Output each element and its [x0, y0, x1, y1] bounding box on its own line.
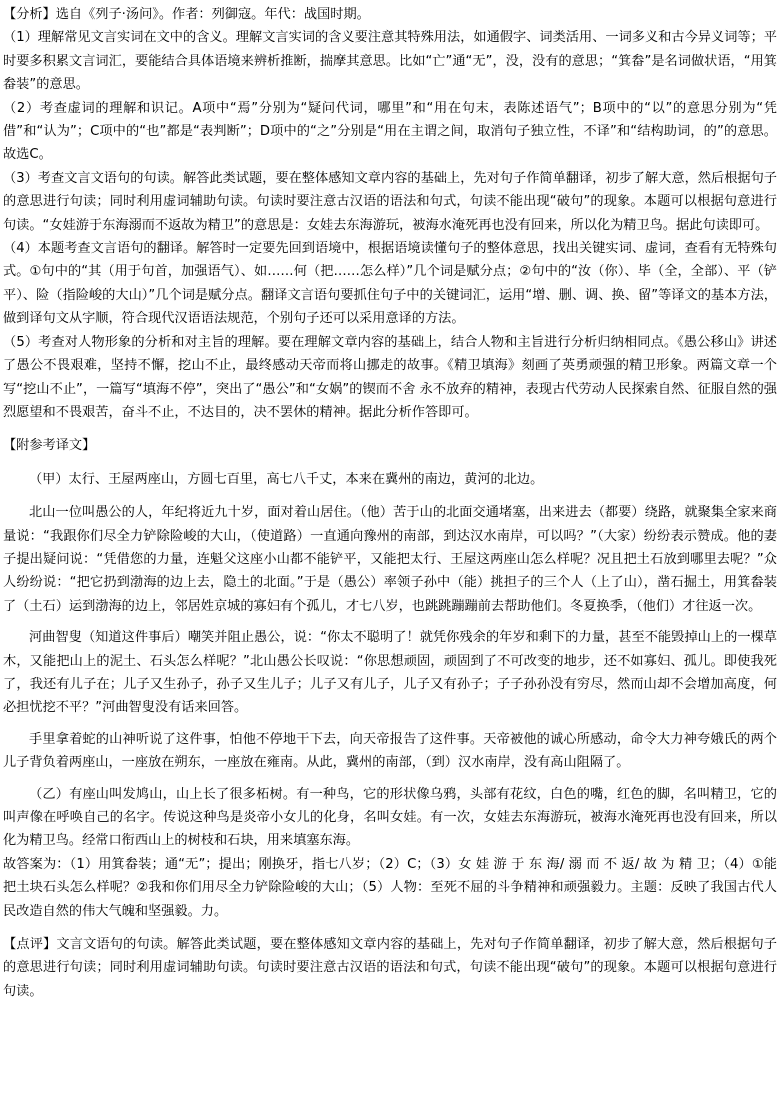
spacer [3, 618, 777, 626]
spacer [3, 491, 777, 501]
translation-jia-paragraph-2: 北山一位叫愚公的人，年纪将近九十岁，面对着山居住。（他）苦于山的北面交通堵塞，出来进去（都要）绕路，就聚集全家来商量说：“我跟你们尽全力铲除险峻的大山，（使道路）一直通向豫州的南部，到达汉水南岸，可以吗？”（大家）纷纷表示赞成。他的妻子提出疑问说：“凭借您的力量，连魁父这座小山都不能铲平，又能把太行、王屋这两座山怎么样呢？况且把土石放到哪里去呢？”众人纷纷说：“把它扔到渤海的边上去，隐土的北面。”于是（愚公）率领子孙中（能）挑担子的三个人（上了山），凿石掘土，用箕畚装了（土石）运到渤海的边上，邻居姓京城的寡妇有个孤儿，才七八岁，也跳跳蹦蹦前去帮助他们。冬夏换季，（他们）才往返一次。 [3, 505, 777, 614]
spacer [3, 424, 777, 434]
analysis-point-2: （2）考查虚词的理解和识记。A项中“焉”分别为“疑问代词，哪里”和“用在句末，表陈述语气”；B项中的“以”的意思分别为“凭借”和“认为”；C项中的“也”都是“表判断”；D项中的“之”分别是“用在主谓之间，取消句子独立性，不译”和“结构助词，的”的意思。故选C。 [3, 100, 777, 163]
spacer [3, 720, 777, 728]
translation-yi-paragraph: （乙）有座山叫发鸠山，山上长了很多柘树。有一种鸟，它的形状像乌鸦，头部有花纹，白色的嘴，红色的脚，名叫精卫，它的叫声像在呼唤自己的名字。传说这种鸟是炎帝小女儿的化身，名叫女娃。有一次，女娃去东海游玩，被海水淹死再也没有回来，所以化为精卫鸟。经常口衔西山上的树枝和石块，用来填塞东海。 [3, 786, 777, 849]
comment-paragraph: 【点评】文言文语句的句读。解答此类试题，要在整体感知文章内容的基础上，先对句子作简单翻译，初步了解大意，然后根据句子的意思进行句读；同时利用虚词辅助句读。句读时要注意古汉语的语法和句式，句读不能出现“破句”的现象。本题可以根据句意进行句读。 [3, 937, 777, 999]
answer-summary: 故答案为：（1）用箕畚装；通“无”；提出；刚换牙，指七八岁；（2）C；（3）女 娃 游 于 东 海/ 溺 而 不 返/ 故 为 精 卫；（4）①能把土块石头怎么样呢？②我和你们用尽全力铲除险峻的大山；（5）人物：至死不屈的斗争精神和顽强毅力。主题：反映了我国古代人民改造自然的伟大气魄和坚强毅。力。 [3, 856, 777, 919]
analysis-point-3: （3）考查文言文语句的句读。解答此类试题，要在整体感知文章内容的基础上，先对句子作简单翻译，初步了解大意，然后根据句子的意思进行句读；同时利用虚词辅助句读。句读时要注意古汉语的语法和句式，句读不能出现“破句”的现象。本题可以根据句意进行句读。“女娃游于东海溺而不返故为精卫”的意思是：女娃去东海游玩，被海水淹死再也没有回来，所以化为精卫鸟。据此句读即可。 [3, 170, 777, 233]
translation-jia-paragraph-4: 手里拿着蛇的山神听说了这件事，怕他不停地干下去，向天帝报告了这件事。天帝被他的诚心所感动，命令大力神夸娥氏的两个儿子背负着两座山，一座放在朔东，一座放在雍南。从此，冀州的南部，（到）汉水南岸，没有高山阻隔了。 [3, 731, 777, 771]
translation-heading: 【附参考译文】 [3, 438, 96, 454]
spacer [3, 458, 777, 468]
analysis-point-5: （5）考查对人物形象的分析和对主旨的理解。要在理解文章内容的基础上，结合人物和主旨进行分析归纳相同点。《愚公移山》讲述了愚公不畏艰难，坚持不懈，挖山不止，最终感动天帝而将山挪走的故事。《精卫填海》刻画了英勇顽强的精卫形象。两篇文章一个写“挖山不止”，一篇写“填海不停”，突出了“愚公”和“女娲”的锲而不舍 永不放弃的精神，表现古代劳动人民探索自然、征服自然的强烈愿望和不畏艰苦，奋斗不止，不达目的，决不罢休的精神。据此分析作答即可。 [3, 334, 777, 420]
analysis-point-1: （1）理解常见文言实词在文中的含义。理解文言实词的含义要注意其特殊用法，如通假字、词类活用、一词多义和古今异义词等；平时要多积累文言词汇，要能结合具体语境来辨析推断，揣摩其意思。比如“亡”通“无”，没，没有的意思；“箕畚”是名词做状语，“用箕畚装”的意思。 [3, 30, 777, 93]
spacer [3, 923, 777, 933]
analysis-point-4: （4）本题考查文言语句的翻译。解答时一定要先回到语境中，根据语境读懂句子的整体意思，找出关键实词、虚词，查看有无特殊句式。①句中的“其（用于句首，加强语气）、如……何（把……怎么样）”几个词是赋分点；②句中的“汝（你）、毕（全，全部）、平（铲平）、险（指险峻的大山）”几个词是赋分点。翻译文言语句要抓住句子中的关键词汇，运用“增、删、调、换、留”等译文的基本方法，做到译句文从字顺，符合现代汉语语法规范，个别句子还可以采用意译的方法。 [3, 241, 777, 327]
analysis-intro: 【分析】选自《列子·汤问》。作者：列御寇。年代：战国时期。 [3, 7, 370, 22]
translation-jia-paragraph-3: 河曲智叟（知道这件事后）嘲笑并阻止愚公，说：“你太不聪明了！就凭你残余的年岁和剩下的力量，甚至不能毁掉山上的一棵草木，又能把山上的泥土、石头怎么样呢？”北山愚公长叹说：“你思想顽固，顽固到了不可改变的地步，还不如寡妇、孤儿。即使我死了，我还有儿子在；儿子又生孙子，孙子又生儿子；儿子又有儿子，儿子又有孙子；子子孙孙没有穷尽，然而山却不会增加高度，何必担忧挖不平？”河曲智叟没有话来回答。 [3, 630, 777, 716]
translation-jia-paragraph-1: （甲）太行、王屋两座山，方圆七百里，高七八千丈，本来在冀州的南边，黄河的北边。 [29, 471, 544, 487]
spacer [3, 775, 777, 783]
